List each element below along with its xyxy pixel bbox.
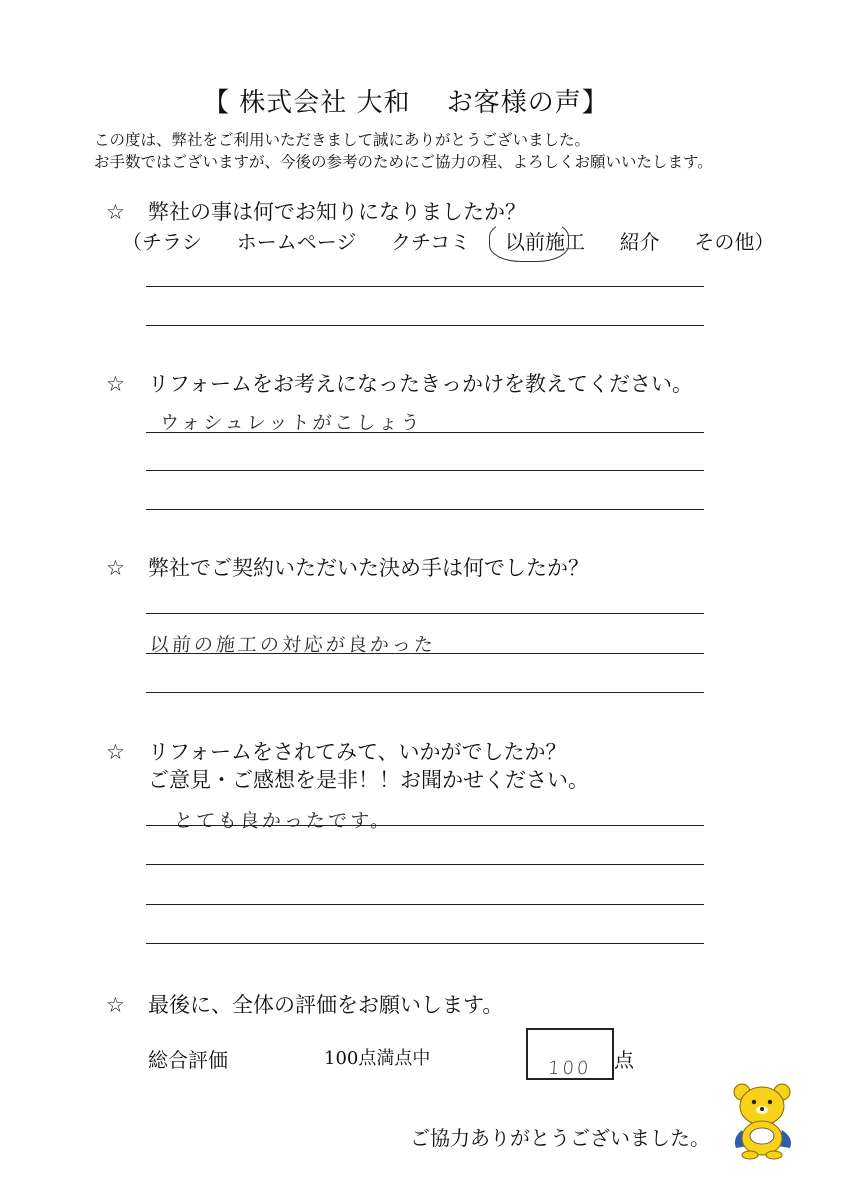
overall-rating-label: 総合評価: [148, 1048, 228, 1072]
answer-line: [146, 825, 704, 826]
option-previous-work: 以前施工: [504, 230, 585, 254]
rating-scale: 100点満点中: [324, 1048, 431, 1069]
question-4-text: リフォームをされてみて、いかがでしたか？: [148, 740, 567, 764]
question-2-answer: ウォシュレットがこしょう: [159, 412, 424, 434]
answer-line: [146, 943, 704, 944]
answer-line: [146, 653, 704, 654]
question-2: [106, 368, 693, 398]
selected-option-circle: [489, 220, 569, 262]
answer-line: [146, 432, 704, 433]
option-homepage: ホームページ: [236, 230, 357, 254]
answer-line: [146, 509, 704, 510]
score-value: 100: [547, 1058, 593, 1079]
question-4: [106, 736, 567, 766]
star-icon: ☆: [106, 372, 125, 396]
question-2-text: リフォームをお考えになったきっかけを教えてください。: [148, 372, 693, 396]
option-referral: 紹介: [619, 230, 660, 254]
question-5-text: 最後に、全体の評価をお願いします。: [148, 993, 504, 1017]
question-4-answer: とても良かったです。: [173, 810, 394, 832]
option-other: その他）: [694, 230, 775, 254]
question-4-text-2: ご意見・ご感想を是非！！お聞かせください。: [148, 768, 589, 792]
question-1-text: 弊社の事は何でお知りになりましたか？: [148, 200, 526, 224]
question-5: [106, 989, 503, 1019]
option-flyer: （チラシ: [122, 230, 202, 254]
answer-line: [146, 613, 704, 614]
answer-line: [146, 692, 704, 693]
score-unit: 点: [614, 1048, 634, 1072]
answer-line: [146, 470, 704, 471]
bear-mascot-icon: [728, 1080, 798, 1160]
answer-line: [146, 286, 704, 287]
closing-message: ご協力ありがとうございました。: [410, 1126, 710, 1150]
intro-line-1: この度は、弊社をご利用いただきまして誠にありがとうございました。: [94, 131, 591, 149]
option-word-of-mouth: クチコミ: [391, 230, 471, 254]
star-icon: ☆: [106, 556, 125, 580]
page-title: 【 株式会社 大和 お客様の声】: [203, 88, 609, 118]
answer-line: [146, 325, 704, 326]
intro-line-2: お手数ではございますが、今後の参考のためにご協力の程、よろしくお願いいたします。: [94, 153, 713, 171]
question-3-answer: 以前の施工の対応が良かった: [149, 634, 437, 656]
answer-line: [146, 864, 704, 865]
answer-line: [146, 904, 704, 905]
star-icon: ☆: [106, 740, 125, 764]
question-3: [106, 552, 589, 582]
star-icon: ☆: [106, 200, 125, 224]
question-1: [106, 196, 526, 226]
star-icon: ☆: [106, 993, 125, 1017]
question-1-options: [122, 226, 774, 255]
question-3-text: 弊社でご契約いただいた決め手は何でしたか？: [148, 556, 589, 580]
